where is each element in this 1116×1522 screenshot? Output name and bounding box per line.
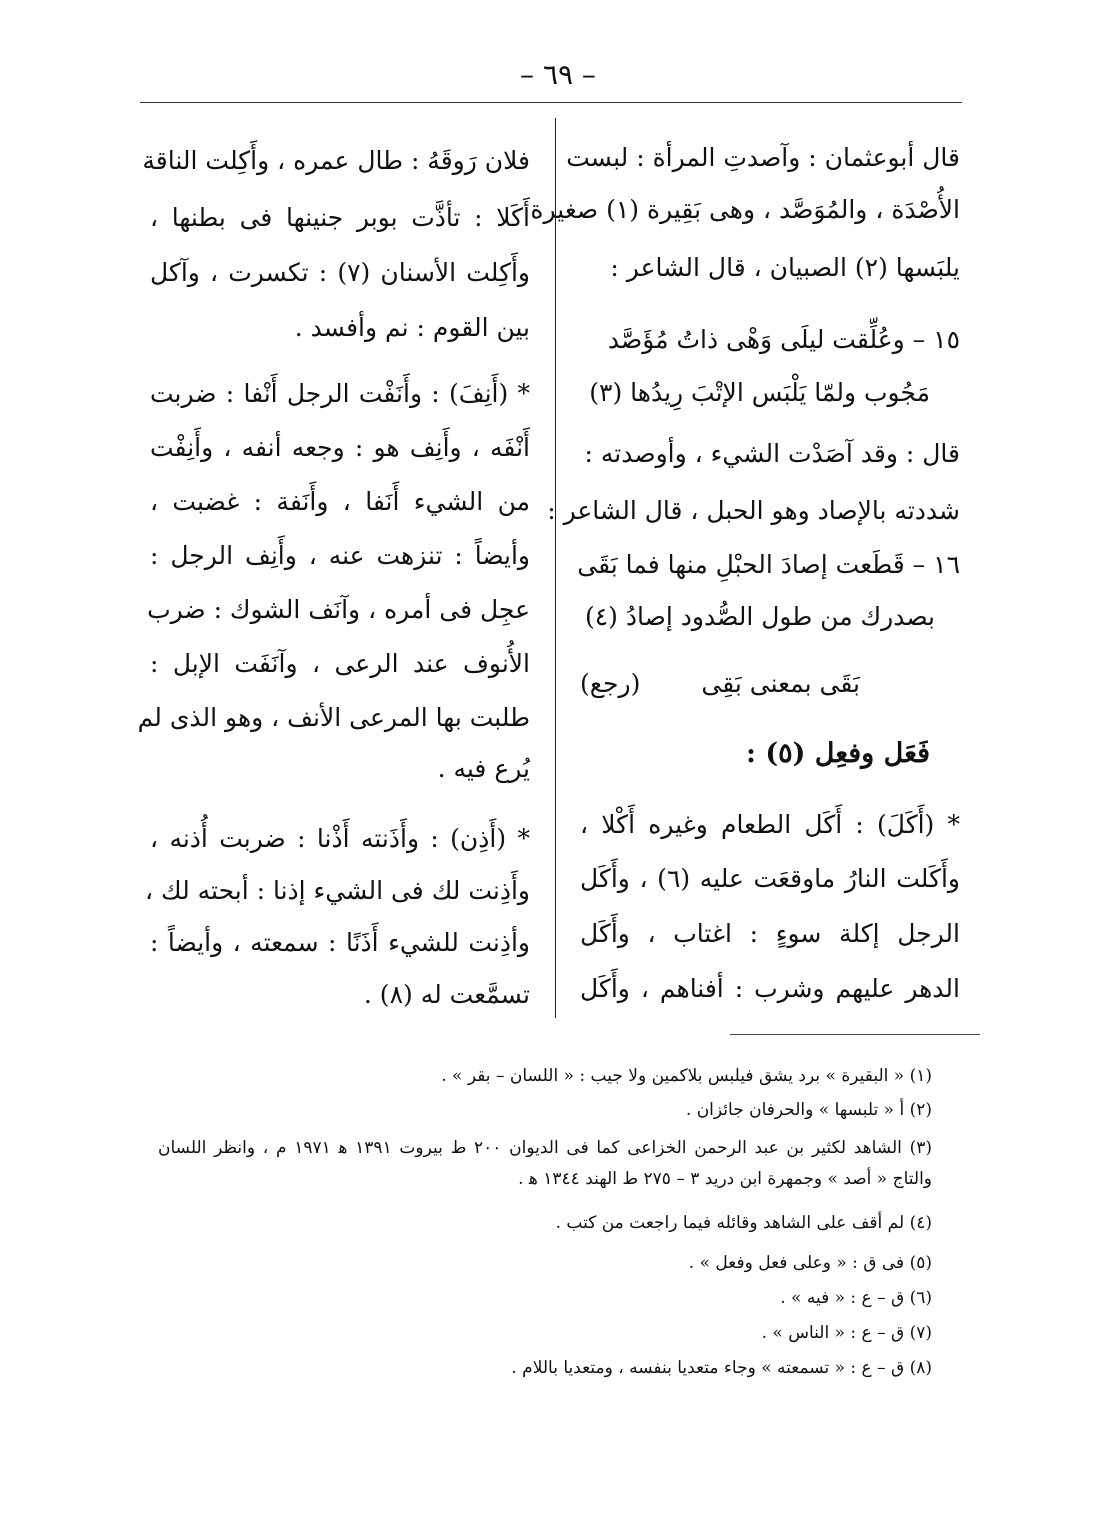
- footnote: (٣) الشاهد لكثير بن عبد الرحمن الخزاعى كما فى الديوان ٢٠٠ ط بيروت ١٣٩١ ﻫ ١٩٧١ م ، وانظر اللسان والتاج « أصد » وجمهرة ابن دريد ٣ – ٢٧٥ ط الهند ١٣٤٤ ﻫ .: [158, 1138, 933, 1189]
- text-line: عجِل فى أمره ، وآنَف الشوك : ضرب: [147, 595, 530, 624]
- text-line: * (أَكَلَ) : أَكَل الطعام وغيره أَكْلا ،: [580, 810, 960, 839]
- column-divider: [555, 118, 556, 1018]
- text-line: * (أَذِن) : وأَذَنته أَذْنا : ضربت أُذنه ،: [150, 824, 530, 853]
- text-line: تسمَّعت له (٨) .: [363, 980, 530, 1009]
- footnote: (١) « البقيرة » برد يشق فيلبس بلاكمين ولا جيب : « اللسان – بقر » .: [441, 1066, 932, 1086]
- text-line: وأَكَلت النارُ ماوقعَت عليه (٦) ، وأَكَل: [580, 864, 960, 893]
- text-line: * (أَنِفَ) : وأَنَفْت الرجل أَنْفا : ضربت: [150, 379, 530, 408]
- footnote: (٧) ق – ع : « الناس » .: [761, 1323, 932, 1343]
- text-line: طلبت بها المرعى الأنف ، وهو الذى لم: [137, 703, 530, 732]
- footnote: (٦) ق – ع : « فيه » .: [780, 1288, 932, 1308]
- text-line: قال : وقد آصَدْت الشيء ، وأوصدته :: [584, 439, 960, 468]
- footnote: (٤) لم أقف على الشاهد وقائله فيما راجعت من كتب .: [555, 1213, 932, 1233]
- page-number: – ٦٩ –: [520, 58, 596, 91]
- text-line: وأَذِنت لك فى الشيء إذنا : أبحته لك ،: [145, 876, 530, 905]
- text-line: قال أبوعثمان : وآصدتِ المرأة : لبست: [566, 143, 960, 172]
- text-line: فلان رَوقَهُ : طال عمره ، وأَكِلت الناقة: [142, 146, 530, 175]
- footnote: (٨) ق – ع : « تسمعته » وجاء متعديا بنفسه ، ومتعديا باللام .: [511, 1358, 932, 1378]
- text-line: يُرع فيه .: [437, 754, 530, 783]
- text-line: الأُنوف عند الرعى ، وآنَفَت الإبل :: [150, 649, 530, 678]
- footnote: (٥) فى ق : « وعلى فعل وفعل » .: [688, 1253, 932, 1273]
- verse-line: مَجُوب ولمّا يَلْبَس الإتْبَ رِيدُها (٣): [589, 378, 930, 407]
- verse-line: ١٥ – وعُلِّقت ليلَى وَهْى ذاتُ مُؤَصَّد: [607, 325, 960, 354]
- text-line: وأذِنت للشيء أَذَنًا : سمعته ، وأيضاً :: [150, 928, 530, 957]
- text-line: أَكَلا : تأذَّت بوبر جنينها فى بطنها ،: [150, 203, 530, 232]
- verse-line: ١٦ – قَطَعت إصادَ الحبْلِ منها فما بَقَى: [577, 550, 960, 579]
- text-line: يلبَسها (٢) الصبيان ، قال الشاعر :: [610, 253, 960, 282]
- text-line: الرجل إكلة سوءٍ : اغتاب ، وأَكَل: [580, 919, 960, 948]
- text-line: شددته بالإصاد وهو الحبل ، قال الشاعر :: [547, 496, 960, 525]
- footnote: (٢) أ « تلبسها » والحرفان جائزان .: [685, 1100, 932, 1120]
- marginal-note: (رجع): [580, 669, 641, 698]
- text-line: الدهر عليهم وشرب : أفناهم ، وأَكَل: [580, 974, 960, 1003]
- text-line: أَنْفَه ، وأَنِف هو : وجعه أنفه ، وأَنِفْت: [150, 433, 530, 462]
- text-line: بين القوم : نم وأفسد .: [294, 313, 530, 342]
- text-line: من الشيء أَنَفا ، وأَنَفة : غضبت ،: [150, 487, 530, 516]
- footnote-rule: [730, 1034, 980, 1035]
- text-line: وأيضاً : تنزهت عنه ، وأَنِف الرجل :: [150, 541, 530, 570]
- text-line: وأَكِلت الأسنان (٧) : تكسرت ، وآكل: [150, 258, 530, 287]
- text-line: بَقَى بمعنى بَقِى: [701, 669, 860, 698]
- text-line: الأُصْدَة ، والمُوَصَّد ، وهى بَقِيرة (١) صغيرة: [530, 195, 960, 224]
- section-heading: فَعَل وفعِل (٥) :: [745, 738, 930, 769]
- left-column: [137, 0, 530, 1030]
- verse-line: بصدرك من طول الصُّدود إصادُ (٤): [584, 602, 935, 631]
